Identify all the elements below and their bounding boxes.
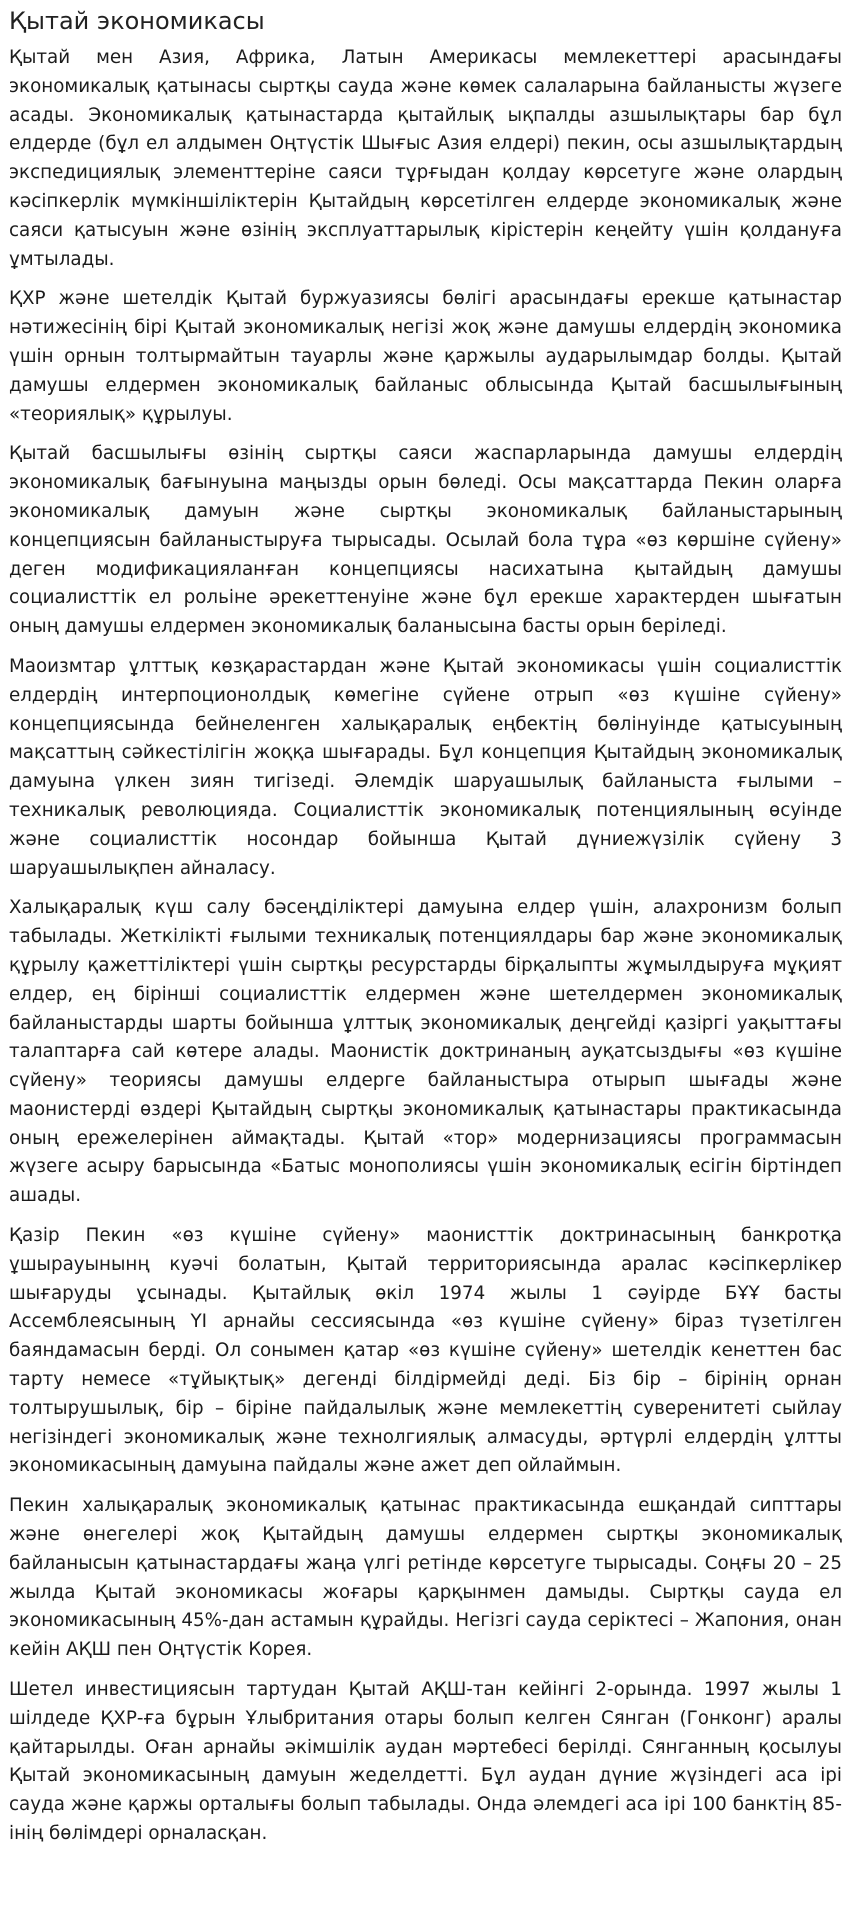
paragraph-1: Қытай мен Азия, Африка, Латын Америкасы мемлекеттері арасындағы экономикалық қатынасы сыртқы сауда және көмек салаларына байланысты жүзеге асады. Экономикалық қатынастарда қытайлық ықпалды азшылықтары бар бұл елдерде (бұл ел алдымен Оңтүстік Шығыс Азия елдері) пекин, осы азшылықтардың экспедициялық элементтеріне саяси тұрғыдан қолдау көрсетуге және олардың кәсіпкерлік мүмкіншіліктерін Қытайдың көрсетілген елдерде экономикалық және саяси қатысуын және өзінің эксплуаттарылық кірістерін кеңейту үшін қолдануға ұмтылады. — [9, 47, 842, 270]
paragraph-2: ҚХР және шетелдік Қытай буржуазиясы бөлігі арасындағы ерекше қатынастар нәтижесінің бірі Қытай экономикалық негізі жоқ және дамушы елдердің экономика үшін орнын толтырмайтын тауарлы және қаржылы аударылымдар болды. Қытай дамушы елдермен экономикалық байланыс облысында Қытай басшылығының «теориялық» құрылуы. — [9, 288, 842, 425]
page-title: Қытай экономикасы — [9, 7, 265, 35]
paragraph-4: Маоизмтар ұлттық көзқарастардан және Қытай экономикасы үшін социалисттік елдердің интерпоционолдық көмегіне сүйене отрып «өз күшіне сүйену» концепциясында бейнеленген халықаралық еңбектің бөлінуінде қатысуының мақсаттың сәйкестілігін жоққа шығарады. Бұл концепция Қытайдың экономикалық дамуына үлкен зиян тигізеді. Әлемдік шаруашылық байланыста ғылыми – техникалық революцияда. Социалисттік экономикалық потенциялының өсуінде және социалисттік носондар бойынша Қытай дүниежүзілік сүйену 3 шаруашылықпен айналасу. — [9, 655, 842, 879]
paragraph-8: Шетел инвестициясын тартудан Қытай АҚШ-тан кейінгі 2-орында. 1997 жылы 1 шілдеде ҚХР-ға бұрын Ұлыбритания отары болып келген Сянган (Гонконг) аралы қайтарылды. Оған арнайы әкімшілік аудан мәртебесі берілді. Сянганның қосылуы Қытай экономикасының дамуын жеделдетті. Бұл аудан дүние жүзіндегі аса ірі сауда және қаржы орталығы болып табылады. Онда әлемдегі аса ірі 100 банктің 85-інің бөлімдері орналасқан. — [9, 1679, 842, 1845]
paragraph-5: Халықаралық күш салу бәсеңділіктері дамуына елдер үшін, алахронизм болып табылады. Жеткілікті ғылыми техникалық потенциялдары бар және экономикалық құрылу қажеттіліктері үшін сыртқы ресурстарды бірқалыпты жұмылдыруға мұқият елдер, ең бірінші социалисттік елдермен және шетелдермен экономикалық байланыстарды шарты бойынша ұлттық экономикалық деңгейді қазіргі уақыттағы талаптарға сай көтере алады. Маонистік доктринаның ауқатсыздығы «өз күшіне сүйену» теориясы дамушы елдерге байланыстыра отырып шығады және маонистерді өздері Қытайдың сыртқы экономикалық қатынастары практикасында оның ережелерінен аймақтады. Қытай «тор» модернизациясы программасын жүзеге асыру барысында «Батыс монополиясы үшін экономикалық есігін біртіндеп ашады. — [9, 897, 842, 1207]
paragraph-7: Пекин халықаралық экономикалық қатынас практикасында ешқандай сипттары және өнегелері жоқ Қытайдың дамушы елдермен сыртқы экономикалық байланысын қатынастардағы жаңа үлгі ретінде көрсетуге тырысады. Соңғы 20 – 25 жылда Қытай экономикасы жоғары қарқынмен дамыды. Сыртқы сауда ел экономикасының 45%-дан астамын құрайды. Негізгі сауда серіктесі – Жапония, онан кейін АҚШ пен Оңтүстік Корея. — [9, 1495, 842, 1661]
paragraph-3: Қытай басшылығы өзінің сыртқы саяси жаспарларында дамушы елдердің экономикалық бағынуына маңызды орын бөледі. Осы мақсаттарда Пекин оларға экономикалық дамуын және сыртқы экономикалық байланыстарының концепциясын байланыстыруға тырысады. Осылай бола тұра «өз көршіне сүйену» деген модификацияланған концепциясы насихатына қытайдың дамушы социалисттік ел рольіне әрекеттенуіне және бұл ерекше характерден шығатын оның дамушы елдермен экономикалық баланысына басты орын беріледі. — [9, 443, 842, 638]
paragraph-6: Қазір Пекин «өз күшіне сүйену» маонисттік доктринасының банкротқа ұшырауынынң куәчі болатын, Қытай территориясында аралас кәсіпкерлікер шығаруды ұсынады. Қытайлық өкіл 1974 жылы 1 сәуірде БҰҰ басты Ассемблеясының YI арнайы сессиясында «өз күшіне сүйену» біраз түзетілген баяндамасын берді. Ол сонымен қатар «өз күшіне сүйену» шетелдік кенеттен бас тарту немесе «тұйықтық» дегенді білдірмейді деді. Біз бір – бірінің орнан толтырушылық, бір – біріне пайдалылық және мемлекеттің суверенитеті сыйлау негізіндегі экономикалық және технолгиялық алмасуды, әртүрлі елдердің ұлтты экономикасының дамуына пайдалы және ажет деп ойлаймын. — [9, 1225, 842, 1477]
